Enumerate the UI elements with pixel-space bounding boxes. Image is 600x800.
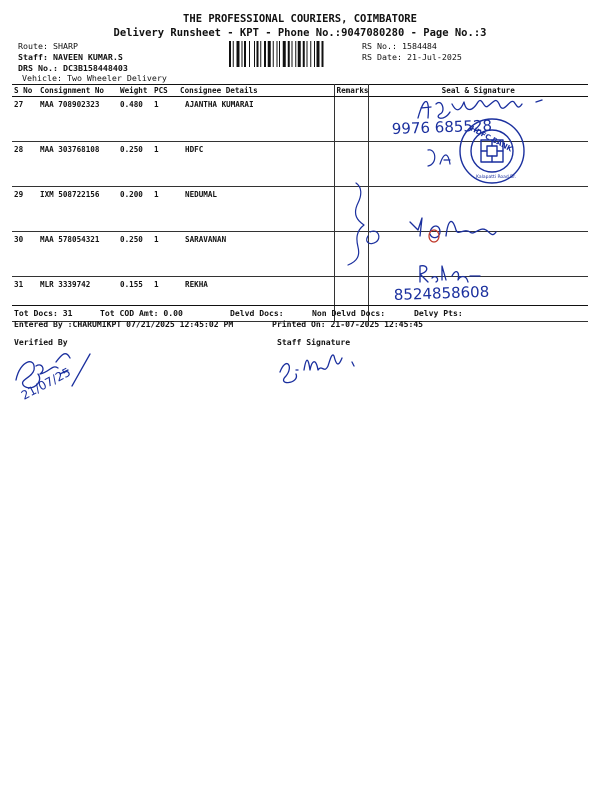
barcode-bar — [314, 41, 315, 67]
col-weight: Weight — [118, 85, 152, 97]
barcode-bar — [264, 41, 266, 67]
cell-sno: 29 — [12, 187, 38, 232]
col-sno: S No — [12, 85, 38, 97]
cell-weight: 0.200 — [118, 187, 152, 232]
verified-signature — [16, 354, 90, 388]
barcode-bar — [292, 41, 293, 67]
signature-row27-phone: 9976 685528 — [391, 116, 493, 138]
cell-consignee: NEDUMAL — [178, 187, 334, 232]
cell-weight: 0.250 — [118, 142, 152, 187]
barcode-bar — [242, 41, 243, 67]
staff-signature — [280, 355, 354, 383]
table-row — [12, 142, 588, 187]
cell-consignment: MLR 3339742 — [38, 277, 118, 322]
barcode-bar — [307, 41, 308, 67]
barcode-bar — [303, 41, 305, 67]
cell-pcs: 1 — [152, 142, 178, 187]
barcode-bar — [254, 41, 255, 67]
barcode-bar — [277, 41, 278, 67]
cell-sno: 30 — [12, 232, 38, 277]
barcode-bar — [295, 41, 296, 67]
barcode-bar — [237, 41, 240, 67]
cell-remarks — [334, 97, 368, 142]
cell-signature — [368, 142, 588, 187]
col-pcs: PCS — [152, 85, 178, 97]
stamp-sub-text: Kalapatti Road Br. — [476, 175, 517, 180]
cell-weight: 0.155 — [118, 277, 152, 322]
non-delvd-docs: Non Delvd Docs: — [312, 308, 386, 318]
printed-on: Printed On: 21-07-2025 12:45:45 — [272, 319, 424, 329]
delvy-pts: Delvy Pts: — [414, 308, 463, 318]
barcode-bar — [317, 41, 320, 67]
cell-pcs: 1 — [152, 97, 178, 142]
cell-sno: 31 — [12, 277, 38, 322]
delvd-docs: Delvd Docs: — [230, 308, 284, 318]
runsheet-subtitle: Delivery Runsheet - KPT - Phone No.:9047080280 - Page No.:3 — [113, 27, 487, 39]
barcode-bar — [257, 41, 259, 67]
drs-label: DRS No.: DC3B158448403 — [18, 63, 128, 73]
barcode-bar — [310, 41, 311, 67]
cell-remarks — [334, 232, 368, 277]
cell-consignee: SARAVANAN — [178, 232, 334, 277]
cell-signature — [368, 97, 588, 142]
barcode-bar — [288, 41, 290, 67]
table-header-row — [12, 85, 588, 97]
cell-consignment: MAA 708902323 — [38, 97, 118, 142]
cell-consignee: HDFC — [178, 142, 334, 187]
col-remarks: Remarks — [334, 85, 368, 97]
barcode-bar — [244, 41, 246, 67]
stamp-text: HDFC BANK — [469, 124, 514, 154]
cell-signature — [368, 187, 588, 232]
cell-weight: 0.480 — [118, 97, 152, 142]
company-title: THE PROFESSIONAL COURIERS, COIMBATORE — [183, 13, 417, 25]
barcode-bar — [229, 41, 231, 67]
barcode-bar — [268, 41, 271, 67]
barcode-bar — [273, 41, 274, 67]
tot-docs: Tot Docs: 31 — [14, 308, 73, 318]
runsheet-table — [12, 84, 588, 322]
cell-sno: 28 — [12, 142, 38, 187]
barcode-bar — [283, 41, 286, 67]
table-row — [12, 277, 588, 322]
table-row — [12, 187, 588, 232]
cell-consignment: IXM 508722156 — [38, 187, 118, 232]
vehicle-label: Vehicle: Two Wheeler Delivery — [22, 73, 167, 83]
rs-no-label: RS No.: 1584484 — [362, 41, 437, 51]
rs-date-label: RS Date: 21-Jul-2025 — [362, 52, 462, 62]
cell-signature — [368, 232, 588, 277]
col-seal-signature: Seal & Signature — [368, 85, 588, 97]
table-row — [12, 97, 588, 142]
cell-weight: 0.250 — [118, 232, 152, 277]
barcode-bar — [260, 41, 261, 67]
cell-pcs: 1 — [152, 277, 178, 322]
cell-remarks — [334, 187, 368, 232]
barcode-bar — [279, 41, 280, 67]
staff-label: Staff: NAVEEN KUMAR.S — [18, 52, 123, 62]
col-consignment: Consignment No — [38, 85, 118, 97]
barcode-bar — [233, 41, 234, 67]
staff-signature-label: Staff Signature — [277, 337, 351, 347]
verified-date: 21/07/25 — [18, 364, 74, 403]
cell-consignee: AJANTHA KUMARAI — [178, 97, 334, 142]
cell-consignment: MAA 303768108 — [38, 142, 118, 187]
verified-by-label: Verified By — [14, 337, 68, 347]
tot-cod: Tot COD Amt: 0.00 — [100, 308, 183, 318]
route-label: Route: SHARP — [18, 41, 78, 51]
col-consignee: Consignee Details — [178, 85, 334, 97]
cell-sno: 27 — [12, 97, 38, 142]
barcode — [229, 41, 353, 67]
entered-by: Entered By :CHARUMIKPT 07/21/2025 12:45:02 PM — [14, 319, 234, 329]
barcode-bar — [322, 41, 324, 67]
barcode-bar — [298, 41, 301, 67]
cell-pcs: 1 — [152, 232, 178, 277]
cell-consignee: REKHA — [178, 277, 334, 322]
signature-row31-phone: 8524858608 — [393, 282, 490, 304]
footer-divider — [12, 305, 588, 306]
barcode-bar — [249, 41, 250, 67]
cell-consignment: MAA 578054321 — [38, 232, 118, 277]
cell-remarks — [334, 142, 368, 187]
cell-signature — [368, 277, 588, 322]
table-row — [12, 232, 588, 277]
cell-pcs: 1 — [152, 187, 178, 232]
